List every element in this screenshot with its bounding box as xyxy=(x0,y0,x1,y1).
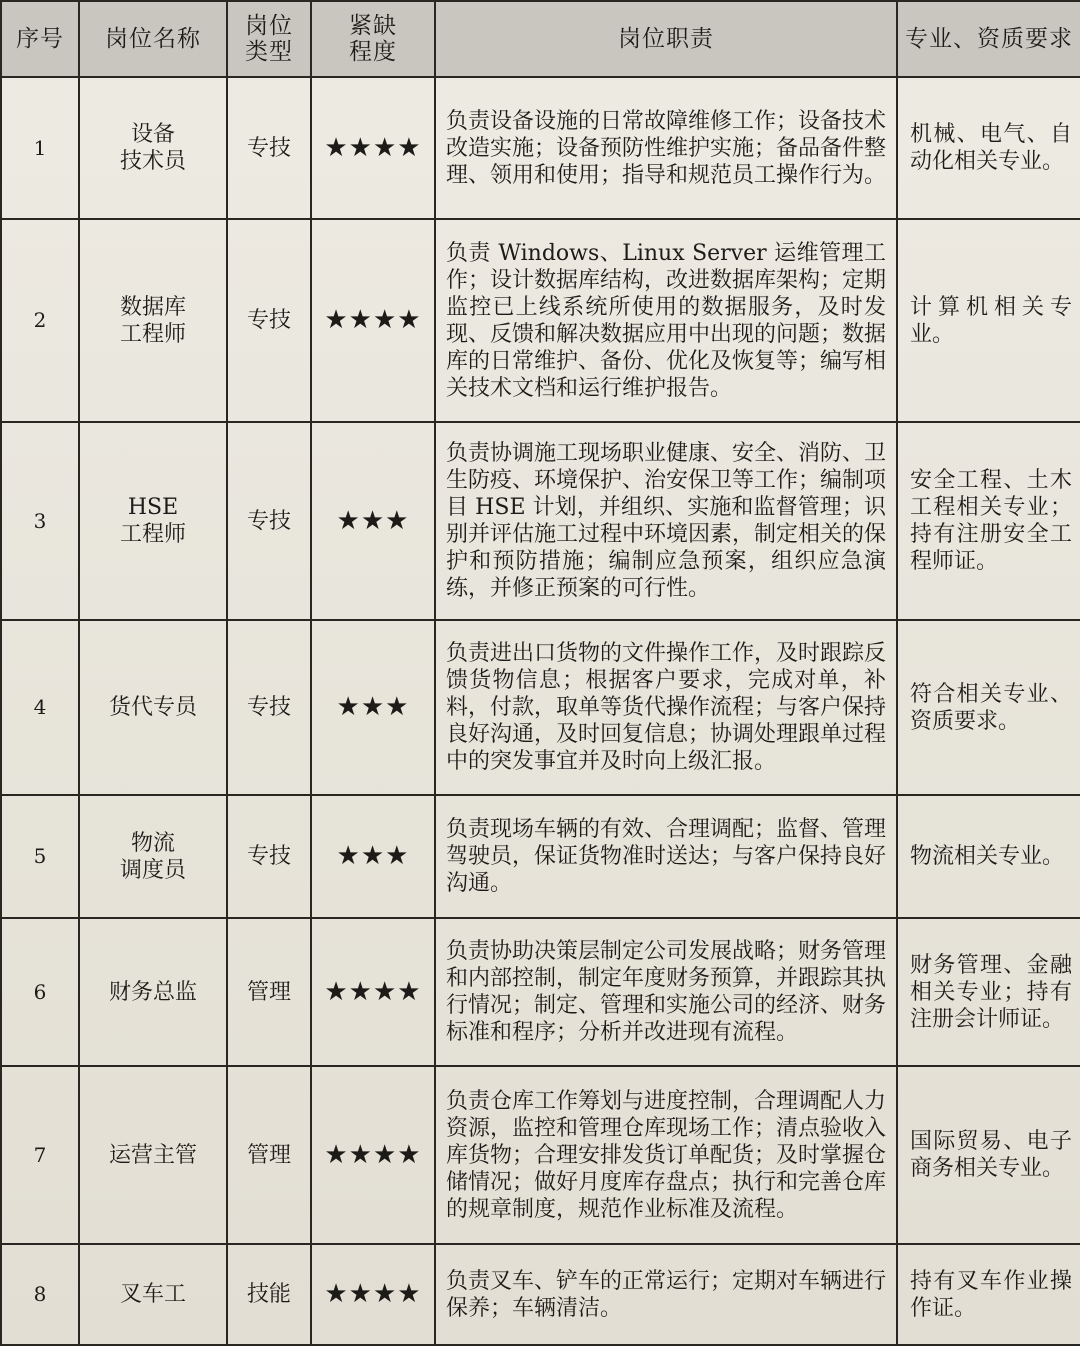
job-type: 专技 xyxy=(227,219,311,422)
job-requirement: 计算机相关专业。 xyxy=(897,219,1080,422)
job-name: 物流 调度员 xyxy=(79,795,227,918)
header-name: 岗位名称 xyxy=(79,1,227,77)
job-duty: 负责协助决策层制定公司发展战略；财务管理和内部控制，制定年度财务预算，并跟踪其执行情况；制定、管理和实施公司的经济、财务标准和程序；分析并改进现有流程。 xyxy=(435,918,897,1066)
job-type: 专技 xyxy=(227,620,311,795)
table-row xyxy=(1,219,1080,422)
job-name: 货代专员 xyxy=(79,620,227,795)
urgency-stars: ★★★★ xyxy=(311,77,435,219)
job-type: 专技 xyxy=(227,795,311,918)
row-number: 1 xyxy=(1,77,79,219)
job-type: 专技 xyxy=(227,422,311,620)
row-number: 3 xyxy=(1,422,79,620)
job-name: 设备 技术员 xyxy=(79,77,227,219)
job-name: 财务总监 xyxy=(79,918,227,1066)
table-row xyxy=(1,1244,1080,1345)
header-requirements: 专业、资质要求 xyxy=(897,1,1080,77)
urgency-stars: ★★★ xyxy=(311,620,435,795)
job-name: 运营主管 xyxy=(79,1066,227,1244)
header-urgency: 紧缺 程度 xyxy=(311,1,435,77)
urgency-stars: ★★★★ xyxy=(311,1066,435,1244)
header-duty: 岗位职责 xyxy=(435,1,897,77)
job-requirement: 安全工程、土木工程相关专业；持有注册安全工程师证。 xyxy=(897,422,1080,620)
header-no: 序号 xyxy=(1,1,79,77)
job-duty: 负责协调施工现场职业健康、安全、消防、卫生防疫、环境保护、治安保卫等工作；编制项目 HSE 计划，并组织、实施和监督管理；识别并评估施工过程中环境因素，制定相关的保护和预防措施；编制应急预案，组织应急演练，并修正预案的可行性。 xyxy=(435,422,897,620)
job-type: 专技 xyxy=(227,77,311,219)
job-type: 管理 xyxy=(227,1066,311,1244)
job-duty: 负责仓库工作筹划与进度控制，合理调配人力资源，监控和管理仓库现场工作；清点验收入库货物；合理安排发货订单配货；及时掌握仓储情况；做好月度库存盘点；执行和完善仓库的规章制度，规范作业标准及流程。 xyxy=(435,1066,897,1244)
row-number: 5 xyxy=(1,795,79,918)
header-row xyxy=(1,1,1080,77)
job-requirement: 国际贸易、电子商务相关专业。 xyxy=(897,1066,1080,1244)
urgency-stars: ★★★★ xyxy=(311,1244,435,1345)
urgency-stars: ★★★★ xyxy=(311,918,435,1066)
job-requirement: 符合相关专业、资质要求。 xyxy=(897,620,1080,795)
row-number: 8 xyxy=(1,1244,79,1345)
table-row xyxy=(1,422,1080,620)
job-requirement: 持有叉车作业操作证。 xyxy=(897,1244,1080,1345)
urgency-stars: ★★★ xyxy=(311,795,435,918)
job-requirement: 财务管理、金融相关专业；持有注册会计师证。 xyxy=(897,918,1080,1066)
job-type: 技能 xyxy=(227,1244,311,1345)
table-row xyxy=(1,1066,1080,1244)
urgency-stars: ★★★★ xyxy=(311,219,435,422)
job-requirement: 机械、电气、自动化相关专业。 xyxy=(897,77,1080,219)
row-number: 2 xyxy=(1,219,79,422)
row-number: 6 xyxy=(1,918,79,1066)
job-name: 叉车工 xyxy=(79,1244,227,1345)
job-duty: 负责现场车辆的有效、合理调配；监督、管理驾驶员，保证货物准时送达；与客户保持良好沟通。 xyxy=(435,795,897,918)
job-duty: 负责叉车、铲车的正常运行；定期对车辆进行保养；车辆清洁。 xyxy=(435,1244,897,1345)
table-row xyxy=(1,918,1080,1066)
job-name: 数据库 工程师 xyxy=(79,219,227,422)
row-number: 4 xyxy=(1,620,79,795)
job-duty: 负责设备设施的日常故障维修工作；设备技术改造实施；设备预防性维护实施；备品备件整理、领用和使用；指导和规范员工操作行为。 xyxy=(435,77,897,219)
job-type: 管理 xyxy=(227,918,311,1066)
table-row xyxy=(1,77,1080,219)
job-duty: 负责进出口货物的文件操作工作，及时跟踪反馈货物信息；根据客户要求，完成对单，补料，付款，取单等货代操作流程；与客户保持良好沟通，及时回复信息；协调处理跟单过程中的突发事宜并及时向上级汇报。 xyxy=(435,620,897,795)
table-row xyxy=(1,795,1080,918)
urgency-stars: ★★★ xyxy=(311,422,435,620)
header-type: 岗位 类型 xyxy=(227,1,311,77)
row-number: 7 xyxy=(1,1066,79,1244)
job-duty: 负责 Windows、Linux Server 运维管理工作；设计数据库结构，改进数据库架构；定期监控已上线系统所使用的数据服务，及时发现、反馈和解决数据应用中出现的问题；数据库的日常维护、备份、优化及恢复等；编写相关技术文档和运行维护报告。 xyxy=(435,219,897,422)
table-row xyxy=(1,620,1080,795)
job-name: HSE 工程师 xyxy=(79,422,227,620)
job-requirement: 物流相关专业。 xyxy=(897,795,1080,918)
